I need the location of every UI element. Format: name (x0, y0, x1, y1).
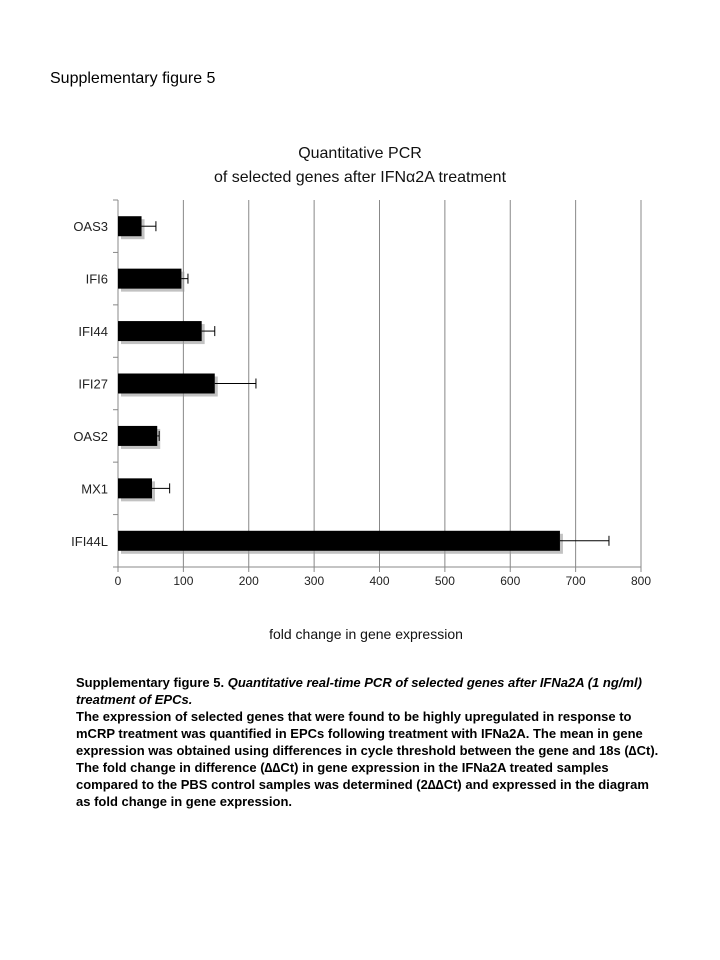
x-tick-label: 300 (304, 574, 325, 588)
bar-chart (0, 130, 720, 650)
chart-title-line: Quantitative PCR (298, 145, 422, 162)
x-axis-label: fold change in gene expression (269, 626, 463, 642)
x-tick-label: 500 (434, 574, 455, 588)
page-heading: Supplementary figure 5 (50, 70, 216, 87)
x-tick-label: 400 (369, 574, 390, 588)
category-label: MX1 (81, 481, 108, 497)
bar (118, 426, 157, 446)
x-tick-label: 700 (565, 574, 586, 588)
x-tick-label: 200 (238, 574, 259, 588)
x-tick-label: 800 (630, 574, 652, 588)
category-label: IFI44 (78, 324, 108, 340)
x-tick-label: 0 (114, 574, 122, 588)
bar (118, 531, 560, 551)
category-label: IFI6 (85, 271, 108, 287)
figure-caption (76, 674, 666, 810)
x-tick-label: 600 (500, 574, 521, 588)
category-label: OAS2 (73, 428, 108, 444)
bar (118, 321, 202, 341)
category-label: IFI27 (78, 376, 108, 392)
bar (118, 478, 152, 498)
bar (118, 374, 215, 394)
bar (118, 216, 142, 236)
x-tick-label: 100 (173, 574, 194, 588)
caption-title: Quantitative real-time PCR of selected genes after IFNa2A (1 ng/ml) treatment of EPCs. (76, 675, 642, 707)
chart-title-line: of selected genes after IFNα2A treatment (213, 169, 507, 186)
caption-body: The expression of selected genes that were found to be highly upregulated in response to mCRP treatment was quantified in EPCs following treatment with IFNa2A. The mean in gene expression was obtained using differences in cycle threshold between the gene and 18s (∆Ct). The fold change in difference (∆∆Ct) in gene expression in the IFNa2A treated samples compared to the PBS control samples was determined (2∆∆Ct) and expressed in the diagram as fold change in gene expression. (76, 709, 659, 809)
bar (118, 269, 181, 289)
caption-label: Supplementary figure 5. (76, 675, 225, 690)
category-label: IFI44L (71, 533, 108, 549)
category-label: OAS3 (73, 219, 108, 235)
